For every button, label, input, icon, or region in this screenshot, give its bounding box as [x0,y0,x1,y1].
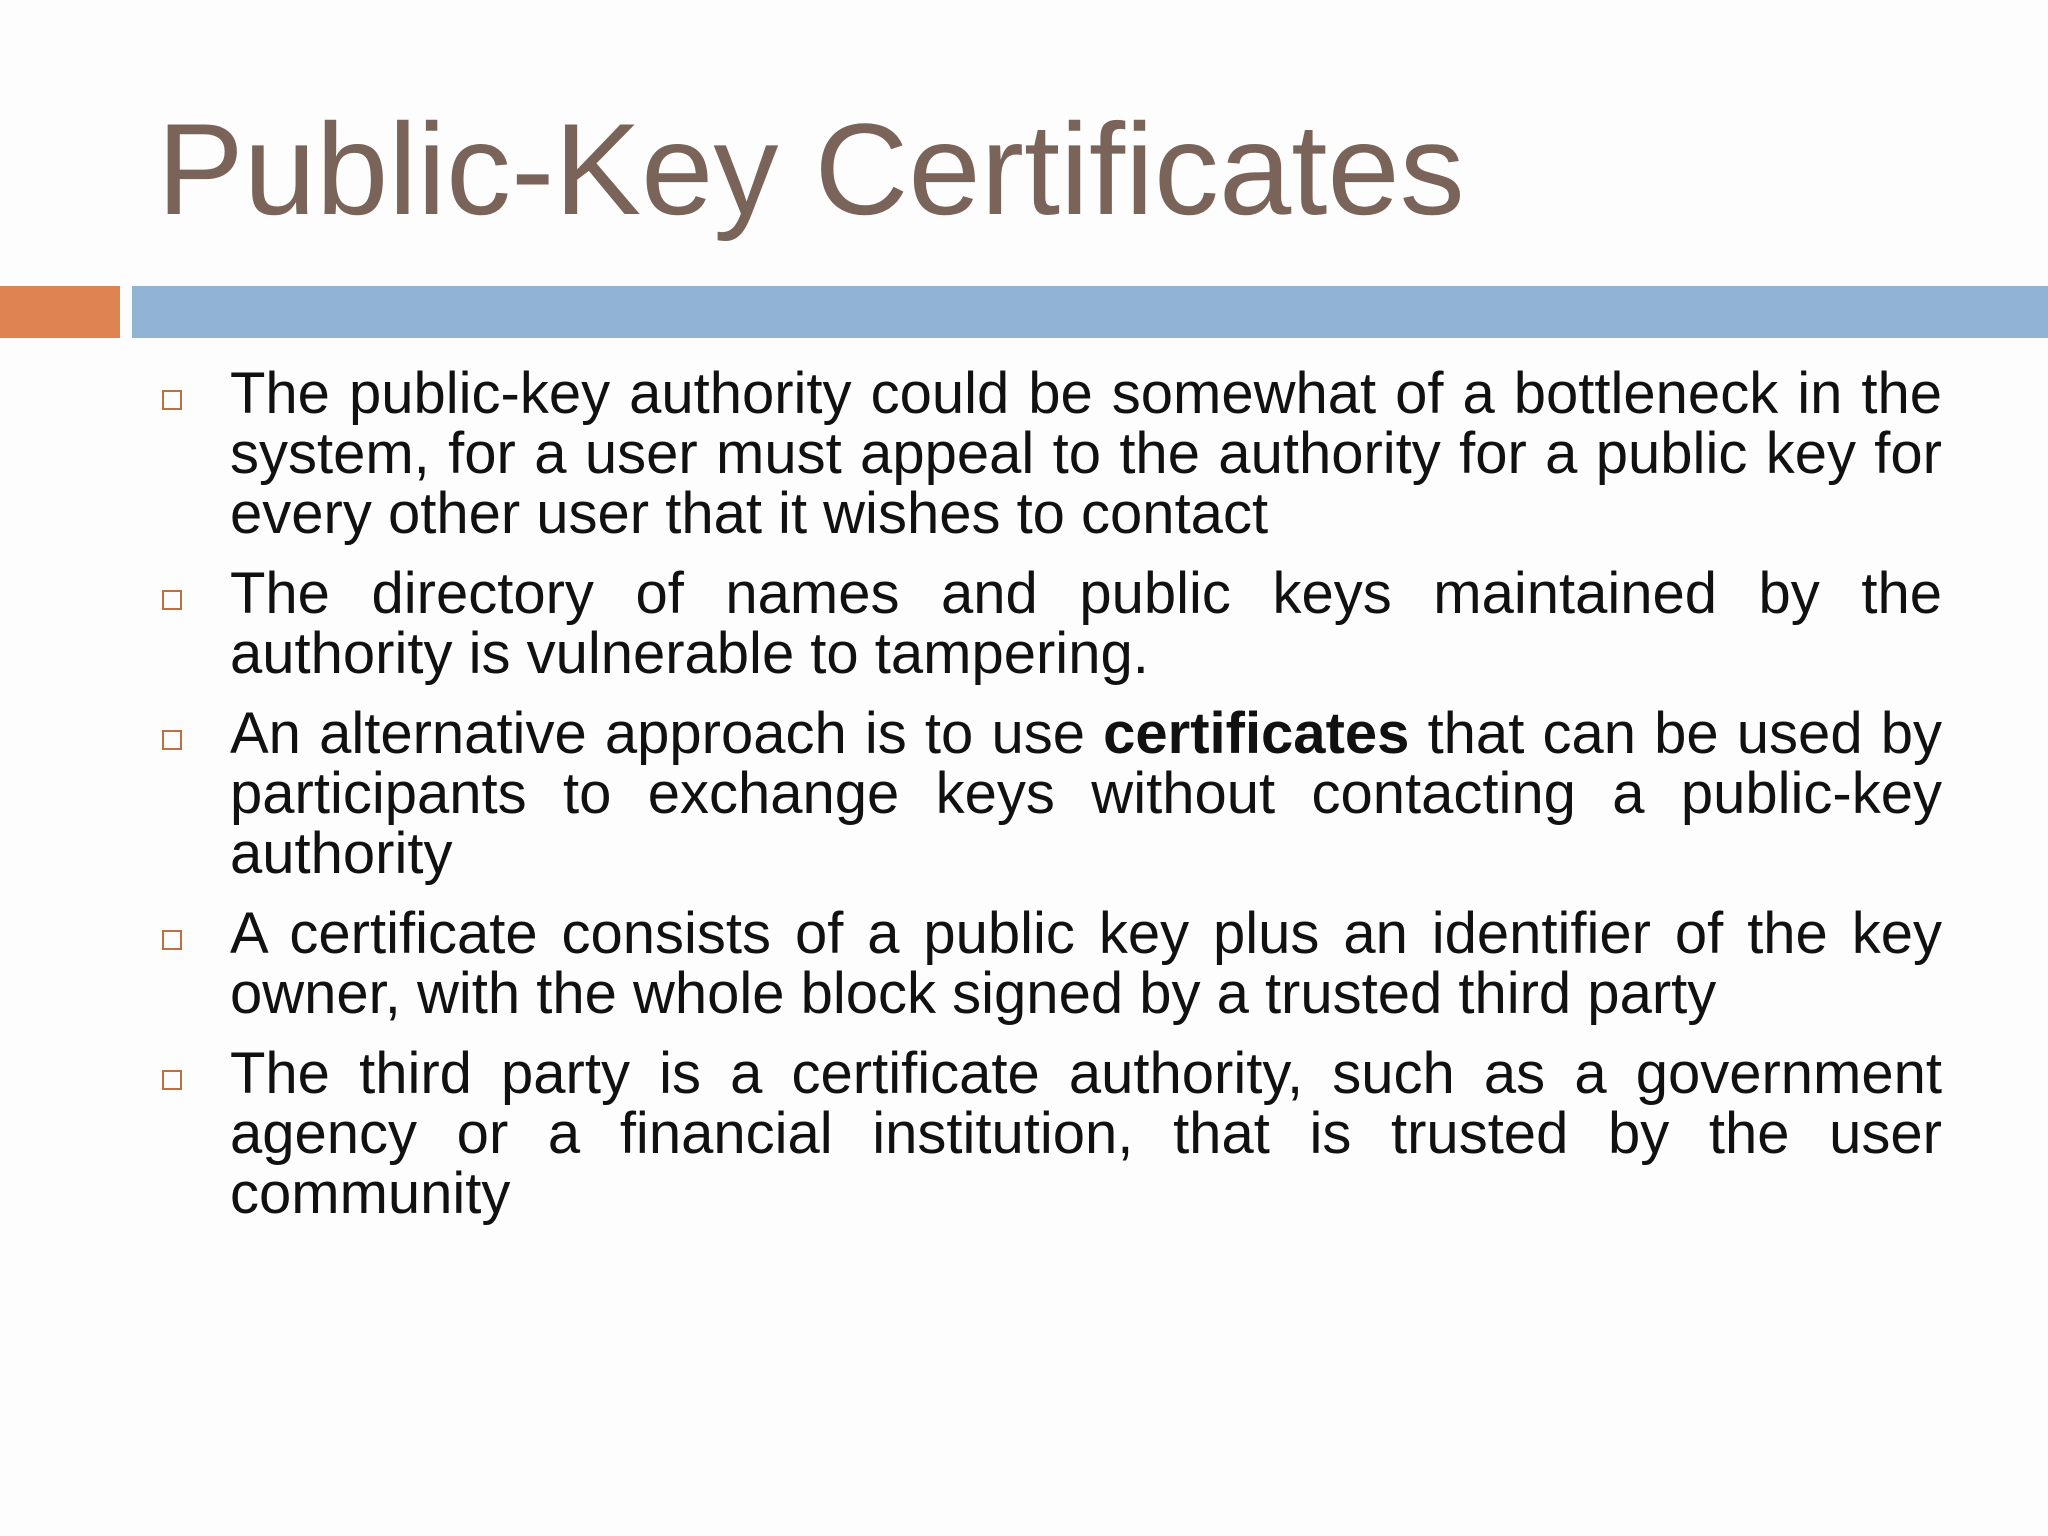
bullet-text-after: that can be used by participants to exchange keys without contacting a public-key authority [230,701,1942,886]
slide-title: Public-Key Certificates [157,96,1465,242]
bullet-item-tampering [160,561,1942,686]
bullet-text: The public-key authority could be somewhat of a bottleneck in the system, for a user must appeal to the authority for a public key for every other user that it wishes to contact [230,361,1942,546]
bullet-item-certificate-authority [160,1041,1942,1226]
bullet-text: A certificate consists of a public key plus an identifier of the key owner, with the whole block signed by a trusted third party [230,901,1942,1026]
bullet-item-bottleneck [160,361,1942,546]
bullet-item-certificates-approach [160,701,1942,886]
hollow-square-bullet-icon [162,730,182,750]
bullet-text [230,701,1942,886]
bullet-text: The directory of names and public keys maintained by the authority is vulnerable to tampering. [230,561,1942,686]
bullet-item-certificate-definition [160,901,1942,1026]
hollow-square-bullet-icon [162,390,182,410]
bullet-text-bold-term: certificates [1103,701,1410,766]
accent-bar-blue [132,286,2048,338]
accent-bar-orange [0,286,120,338]
bullet-text-before: An alternative approach is to use [230,701,1104,766]
hollow-square-bullet-icon [162,930,182,950]
hollow-square-bullet-icon [162,590,182,610]
bullet-text: The third party is a certificate authority, such as a government agency or a financial institution, that is trusted by the user community [230,1041,1942,1226]
hollow-square-bullet-icon [162,1070,182,1090]
bullet-list [160,361,1942,1244]
